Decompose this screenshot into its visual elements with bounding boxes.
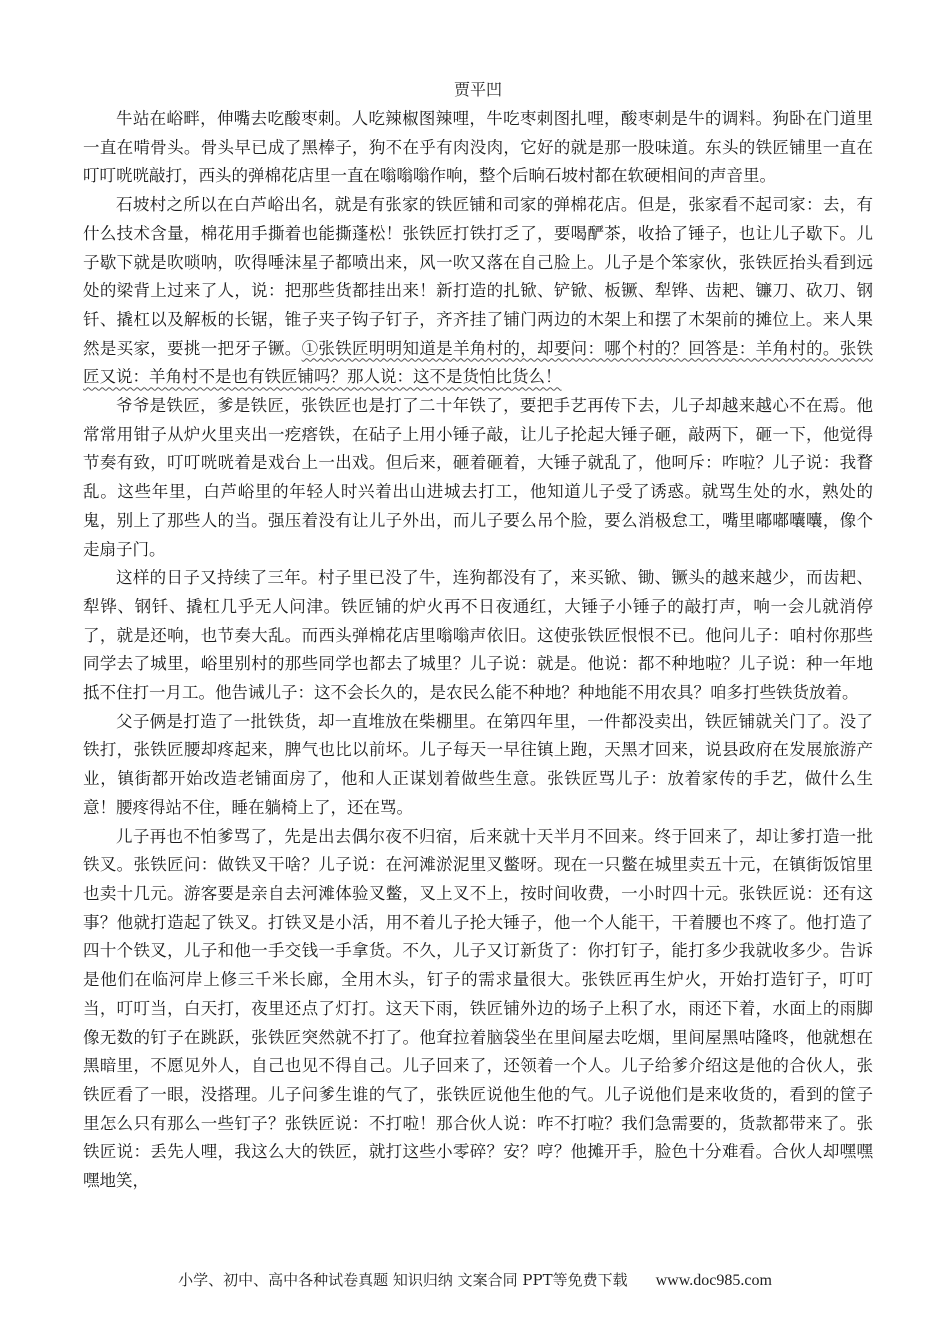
paragraph-2-text: 石坡村之所以在白芦峪出名，就是有张家的铁匠铺和司家的弹棉花店。但是，张家看不起司家：去，有什么技术含量，棉花用手撕着也能撕蓬松！张铁匠打铁打乏了，要喝酽茶，收拾了锤子，也让儿子歇下。儿子歇下就是吹唢呐，吹得唾沫星子都喷出来，风一吹又落在自己脸上。儿子是个笨家伙，张铁匠抬头看到远处的梁背上过来了人，说：把那些货都挂出来！新打造的扎锨、铲锨、板镢、犁铧、齿耙、镰刀、砍刀、钢钎、撬杠以及解板的长锯，锥子夹子钩子钉子，齐齐挂了铺门两边的木架上和摆了木架前的摊位上。来人果然是买家，要挑一把牙子镢。 — [83, 195, 873, 358]
paragraph-3-text: 爷爷是铁匠，爹是铁匠，张铁匠也是打了二十年铁了，要把手艺再传下去，儿子却越来越心不在焉。他常常用钳子从炉火里夹出一疙瘩铁，在砧子上用小锤子敲，让儿子抡起大锤子砸，敲两下，砸一下，他觉得节奏有致，叮叮咣咣着是戏台上一出戏。但后来，砸着砸着，大锤子就乱了，他呵斥：咋啦？儿子说：我瞀乱。这些年里，白芦峪里的年轻人时兴着出山进城去打工，他知道儿子受了诱惑。就骂生处的水，熟处的鬼，别上了那些人的当。强压着没有让儿子外出，而儿子要么吊个脸，要么消极怠工，嘴里嘟嘟囔囔，像个走扇子门。 — [83, 396, 873, 559]
paragraph-1 — [83, 105, 873, 191]
paragraph-5 — [83, 708, 873, 823]
paragraph-6 — [83, 823, 873, 1196]
paragraph-4 — [83, 564, 873, 708]
paragraph-2 — [83, 191, 873, 392]
author-name: 贾平凹 — [453, 80, 502, 99]
underlined-question-sentence: ①张铁匠明明知道是羊角村的，却要问：哪个村的？回答是：羊角村的。张铁匠又说：羊角村不是也有铁匠铺吗？那人说：这不是货怕比货么！ — [83, 338, 874, 387]
document-page — [83, 80, 873, 1196]
page-footer — [0, 1270, 950, 1291]
paragraph-1-text: 牛站在峪畔，伸嘴去吃酸枣刺。人吃辣椒图辣哩，牛吃枣刺图扎哩，酸枣刺是牛的调料。狗卧在门道里一直在啃骨头。骨头早已成了黑棒子，狗不在乎有肉没肉，它好的就是那一股味道。东头的铁匠铺里一直在叮叮咣咣敲打，西头的弹棉花店里一直在嗡嗡嗡作响，整个后晌石坡村都在软硬相间的声音里。 — [83, 109, 873, 186]
paragraph-3 — [83, 392, 873, 564]
footer-text: 小学、初中、高中各种试卷真题 知识归纳 文案合同 PPT等免费下载 — [178, 1271, 628, 1289]
paragraph-6-text: 儿子再也不怕爹骂了，先是出去偶尔夜不归宿，后来就十天半月不回来。终于回来了，却让爹打造一批铁叉。张铁匠问：做铁叉干啥？儿子说：在河滩淤泥里叉鳖呀。现在一只鳖在城里卖五十元，在镇街饭馆里也卖十几元。游客要是亲自去河滩体验叉鳖，叉上叉不上，按时间收费，一小时四十元。张铁匠说：还有这事？他就打造起了铁叉。打铁叉是小活，用不着儿子抡大锤子，他一个人能干，干着腰也不疼了。他打造了四十个铁叉，儿子和他一手交钱一手拿货。不久，儿子又订新货了：你打钉子，能打多少我就收多少。告诉是他们在临河岸上修三千米长廊，全用木头，钉子的需求量很大。张铁匠再生炉火，开始打造钉子，叮叮当，叮叮当，白天打，夜里还点了灯打。这天下雨，铁匠铺外边的场子上积了水，雨还下着，水面上的雨脚像无数的钉子在跳跃，张铁匠突然就不打了。他耷拉着脑袋坐在里间屋去吃烟，里间屋黑咕隆咚，他就想在黑暗里，不愿见外人，自己也见不得自己。儿子回来了，还领着一个人。儿子给爹介绍这是他的合伙人，张铁匠看了一眼，没搭理。儿子问爹生谁的气了，张铁匠说他生他的气。儿子说他们是来收货的，看到的筐子里怎么只有那么一些钉子？张铁匠说：不打啦！那合伙人说：咋不打啦？我们急需要的，货款都带来了。张铁匠说：丢先人哩，我这么大的铁匠，就打这些小零碎？安？哼？他摊开手，脸色十分难看。合伙人却嘿嘿嘿地笑， — [83, 826, 873, 1191]
paragraph-4-text: 这样的日子又持续了三年。村子里已没了牛，连狗都没有了，来买锨、锄、镢头的越来越少，而齿耙、犁铧、钢钎、撬杠几乎无人问津。铁匠铺的炉火再不日夜通红，大锤子小锤子的敲打声，响一会儿就消停了，就是还响，也节奏大乱。而西头弹棉花店里嗡嗡声依旧。这使张铁匠恨恨不已。他问儿子：咱村你那些同学去了城里，峪里别村的那些同学也都去了城里？儿子说：就是。他说：都不种地啦？儿子说：种一年地抵不住打一月工。他告诫儿子：这不会长久的，是农民么能不种地？种地能不用农具？咱多打些铁货放着。 — [83, 568, 873, 703]
footer-url: www.doc985.com — [655, 1272, 772, 1289]
paragraph-5-text: 父子俩是打造了一批铁货，却一直堆放在柴棚里。在第四年里，一件都没卖出，铁匠铺就关门了。没了铁打，张铁匠腰却疼起来，脾气也比以前坏。儿子每天一早往镇上跑，天黑才回来，说县政府在发展旅游产业，镇街都开始改造老铺面房了，他和人正谋划着做些生意。张铁匠骂儿子：放着家传的手艺，做什么生意！腰疼得站不住，睡在躺椅上了，还在骂。 — [83, 711, 873, 817]
